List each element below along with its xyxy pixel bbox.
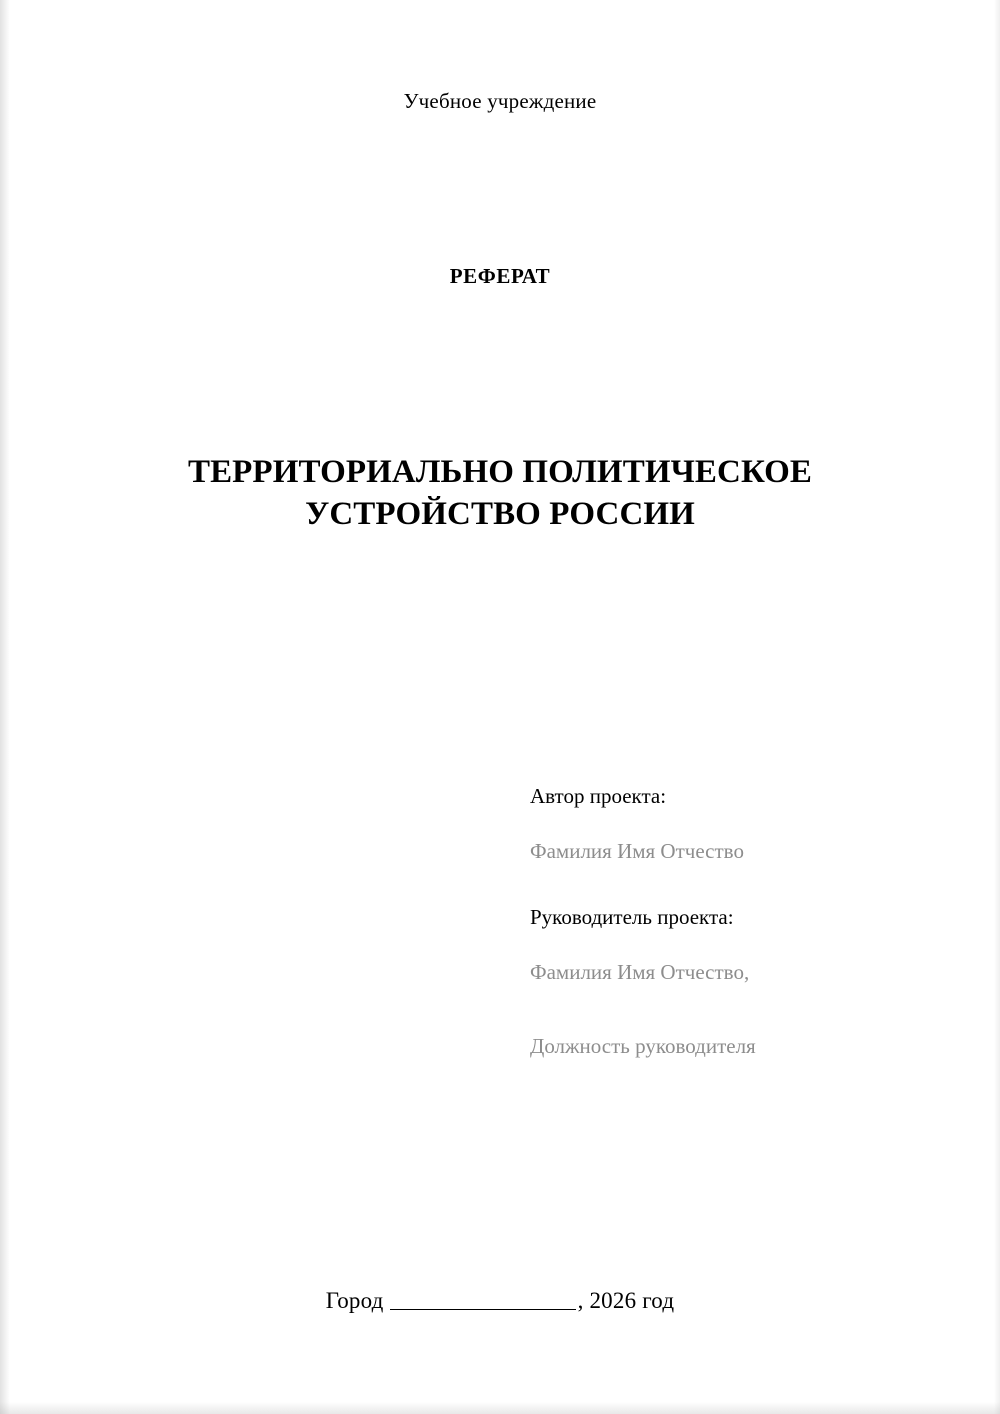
author-value: Фамилия Имя Отчество [530, 839, 744, 863]
footer-year: , 2026 год [577, 1288, 675, 1313]
author-label: Автор проекта: [530, 784, 667, 808]
supervisor-label: Руководитель проекта: [530, 905, 734, 930]
footer-city-label: Город [325, 1288, 384, 1313]
page-title: ТЕРРИТОРИАЛЬНО ПОЛИТИЧЕСКОЕ УСТРОЙСТВО РОССИИ [187, 454, 813, 533]
credits-block [530, 786, 950, 1064]
page-footer [0, 1288, 1000, 1314]
page-edge-shadow-right [994, 0, 1000, 1414]
document-type: РЕФЕРАТ [449, 264, 551, 288]
footer-city-blank-line [390, 1308, 576, 1310]
supervisor-value-name: Фамилия Имя Отчество, [530, 960, 750, 985]
supervisor-value-position: Должность руководителя [530, 1034, 756, 1059]
institution-name: Учебное учреждение [403, 89, 597, 113]
page-edge-shadow-left [0, 0, 10, 1414]
page-edge-shadow-bottom [0, 1402, 1000, 1414]
